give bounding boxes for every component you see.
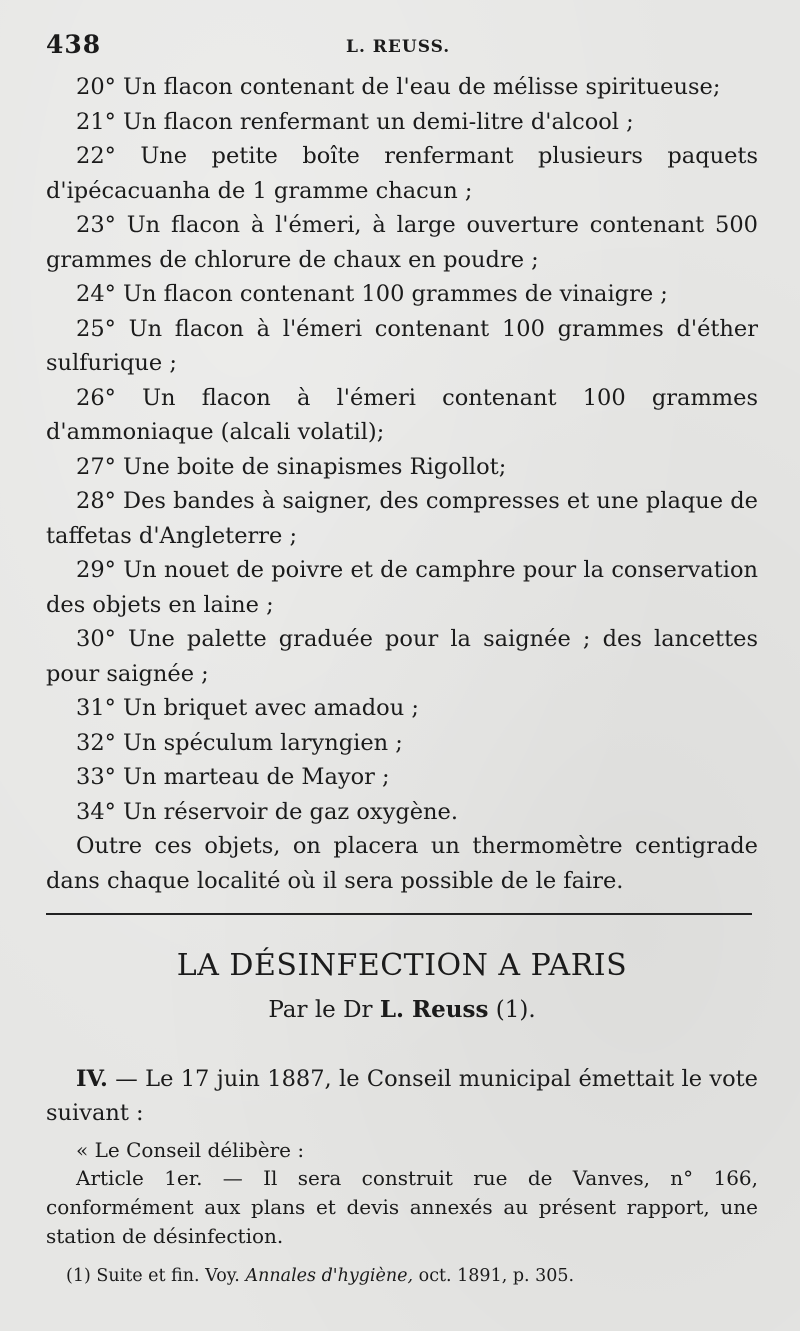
list-item: 31° Un briquet avec amadou ; [76, 695, 419, 721]
section-number: IV. [76, 1066, 108, 1092]
intro-text: — Le 17 juin 1887, le Conseil municipal émettait le vote suivant : [46, 1066, 758, 1126]
article-byline [46, 996, 758, 1023]
list-item: 27° Une boite de sinapismes Rigollot; [76, 453, 507, 480]
quote-opening: « Le Conseil délibère : [76, 1138, 305, 1162]
footnote-journal: Annales d'hygiène, [245, 1266, 414, 1286]
footnote-reference: (1). [495, 997, 536, 1023]
list-item: 20° Un flacon contenant de l'eau de mélisse spiritueuse; [76, 74, 721, 100]
list-item: 23° Un flacon à l'émeri, à large ouverture contenant 500 grammes de chlorure de chaux en poudre ; [46, 212, 758, 273]
list-item: 25° Un flacon à l'émeri contenant 100 grammes d'éther sulfurique ; [46, 315, 758, 376]
list-item: 30° Une palette graduée pour la saignée ; des lancettes pour saignée ; [46, 626, 758, 687]
list-item: 29° Un nouet de poivre et de camphre pour la conservation des objets en laine ; [46, 557, 758, 618]
footnote-prefix: (1) Suite et fin. Voy. [66, 1266, 240, 1286]
list-item: 22° Une petite boîte renfermant plusieurs paquets d'ipécacuanha de 1 gramme chacun ; [46, 143, 758, 204]
closing-paragraph: Outre ces objets, on placera un thermomètre centigrade dans chaque localité où il sera possible de le faire. [46, 833, 758, 894]
list-item: 24° Un flacon contenant 100 grammes de vinaigre ; [76, 281, 668, 307]
list-item: 34° Un réservoir de gaz oxygène. [76, 798, 459, 825]
article-one-text: Article 1er. — Il sera construit rue de Vanves, n° 166, conformément aux plans et devis annexés au présent rapport, une station de désinfection. [46, 1166, 758, 1248]
footnote [66, 1266, 574, 1286]
list-item: 28° Des bandes à saigner, des compresses et une plaque de taffetas d'Angleterre ; [46, 488, 758, 549]
article-title: LA DÉSINFECTION A PARIS [176, 948, 628, 983]
page-header [46, 30, 766, 66]
author-name: L. Reuss [379, 996, 489, 1023]
byline-prefix: Par le Dr [268, 997, 373, 1023]
page-number: 438 [46, 30, 102, 59]
list-item: 32° Un spéculum laryngien ; [76, 729, 403, 756]
section-divider [46, 913, 752, 915]
intro-paragraph [46, 1062, 758, 1130]
footnote-suffix: oct. 1891, p. 305. [418, 1266, 575, 1286]
list-item: 33° Un marteau de Mayor ; [76, 764, 390, 790]
list-item: 21° Un flacon renfermant un demi-litre d'alcool ; [76, 108, 634, 135]
list-item: 26° Un flacon à l'émeri contenant 100 grammes d'ammoniaque (alcali volatil); [46, 384, 758, 445]
running-head: L. REUSS. [346, 37, 451, 57]
equipment-list [46, 70, 758, 898]
